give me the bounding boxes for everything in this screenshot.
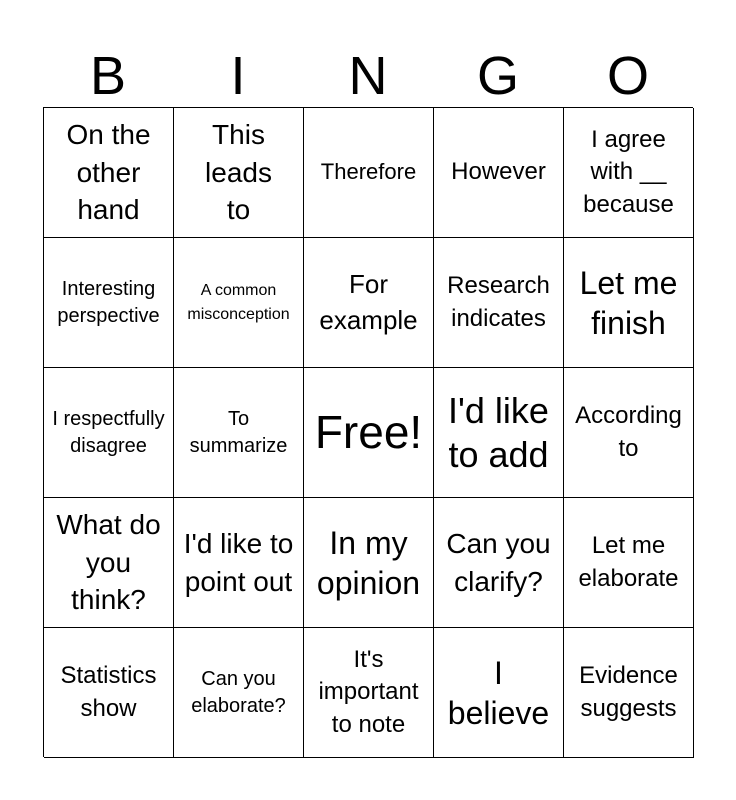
- cell-label: What do you think?: [56, 508, 161, 616]
- cell-label: To summarize: [189, 407, 288, 457]
- header-letter-o: O: [606, 46, 649, 106]
- cell-label: I'd like to point out: [183, 527, 294, 597]
- cell-label: Research indicates: [447, 272, 550, 332]
- cell-label: Can you clarify?: [446, 527, 551, 597]
- bingo-cell-r4-c5[interactable]: [564, 498, 694, 628]
- header-letter-g: G: [476, 46, 519, 106]
- bingo-cell-r4-c1[interactable]: [44, 498, 174, 628]
- bingo-cell-r1-c2[interactable]: [174, 108, 304, 238]
- bingo-cell-r5-c1[interactable]: [44, 628, 174, 758]
- bingo-cell-r2-c1[interactable]: [44, 238, 174, 368]
- bingo-cell-r4-c4[interactable]: [434, 498, 564, 628]
- bingo-cell-r1-c1[interactable]: [44, 108, 174, 238]
- cell-label: I agree with __ because: [583, 125, 674, 218]
- bingo-cell-r3-c4[interactable]: [434, 368, 564, 498]
- cell-label: According to: [575, 402, 682, 462]
- header-letter-n: N: [348, 46, 388, 106]
- bingo-cell-r5-c2[interactable]: [174, 628, 304, 758]
- cell-label: I'd like to add: [448, 390, 549, 475]
- cell-label: Let me finish: [579, 264, 678, 341]
- bingo-cell-r1-c4[interactable]: [434, 108, 564, 238]
- cell-label: Therefore: [320, 159, 417, 185]
- cell-label: In my opinion: [316, 524, 421, 601]
- bingo-cell-r1-c3[interactable]: [304, 108, 434, 238]
- cell-label: A common misconception: [187, 281, 290, 323]
- cell-label: Statistics show: [60, 662, 157, 722]
- cell-label: Let me elaborate: [578, 532, 679, 592]
- bingo-cell-r5-c5[interactable]: [564, 628, 694, 758]
- bingo-cell-r3-c5[interactable]: [564, 368, 694, 498]
- cell-label: On the other hand: [66, 118, 151, 226]
- cell-label: Evidence suggests: [579, 662, 678, 722]
- bingo-board: [43, 107, 693, 757]
- cell-label: I believe: [447, 654, 550, 731]
- header-letter-b: B: [89, 46, 127, 106]
- cell-label: Interesting perspective: [57, 277, 160, 327]
- cell-label: For example: [319, 269, 418, 335]
- cell-label: I respectfully disagree: [52, 407, 165, 457]
- bingo-cell-r4-c3[interactable]: [304, 498, 434, 628]
- bingo-cell-r2-c4[interactable]: [434, 238, 564, 368]
- cell-label: Can you elaborate?: [191, 667, 286, 717]
- header-letter-i: I: [230, 46, 246, 106]
- cell-label: This leads to: [205, 118, 272, 226]
- bingo-cell-r1-c5[interactable]: [564, 108, 694, 238]
- cell-label: It's important to note: [318, 645, 419, 738]
- bingo-cell-r4-c2[interactable]: [174, 498, 304, 628]
- bingo-cell-r2-c5[interactable]: [564, 238, 694, 368]
- cell-label: However: [451, 158, 546, 186]
- cell-label: Free!: [314, 406, 423, 459]
- bingo-cell-r2-c3[interactable]: [304, 238, 434, 368]
- bingo-cell-r3-c1[interactable]: [44, 368, 174, 498]
- bingo-cell-r5-c4[interactable]: [434, 628, 564, 758]
- bingo-cell-r5-c3[interactable]: [304, 628, 434, 758]
- bingo-cell-r3-c2[interactable]: [174, 368, 304, 498]
- bingo-free-space[interactable]: [304, 368, 434, 498]
- bingo-cell-r2-c2[interactable]: [174, 238, 304, 368]
- bingo-header: [43, 44, 693, 108]
